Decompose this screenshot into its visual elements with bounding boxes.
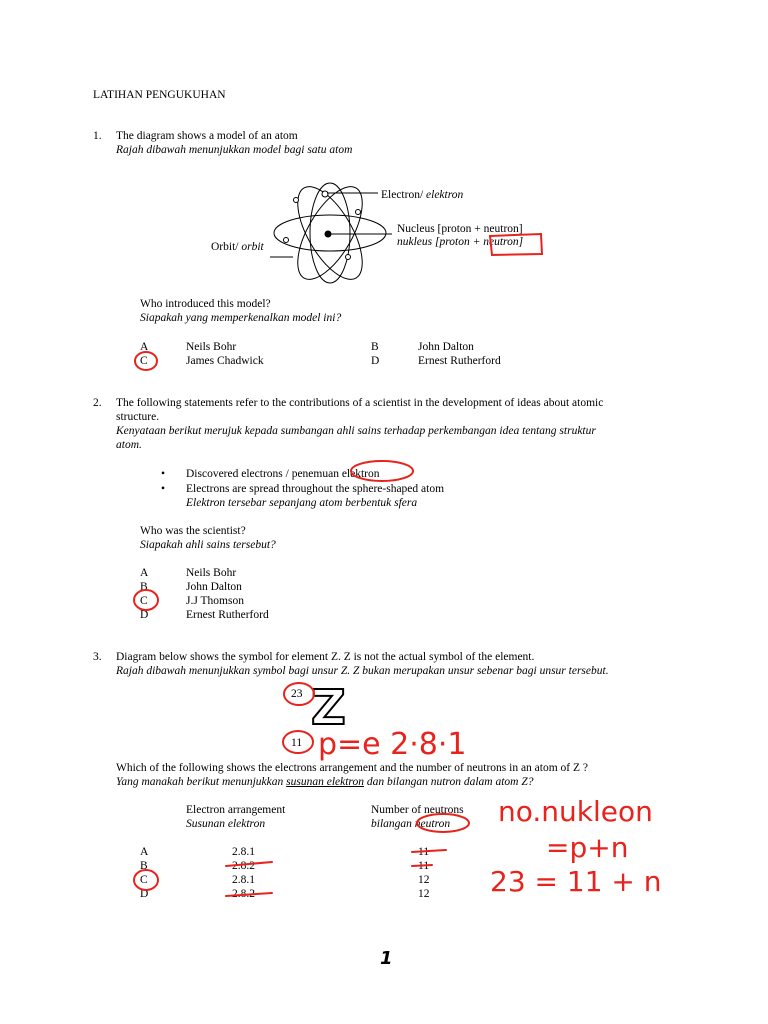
q2-option-b-letter: B: [140, 581, 148, 593]
q2-stem-ms-2: atom.: [116, 439, 142, 451]
red-circle-mark: [417, 814, 469, 832]
q3-row-c-arrangement: 2.8.1: [232, 874, 255, 886]
element-symbol: Z: [311, 680, 346, 736]
q1-option-d-text: Ernest Rutherford: [418, 355, 501, 367]
bullet-icon: •: [161, 483, 166, 495]
q3-row-a-neutrons: 11: [418, 846, 430, 858]
q1-option-a-text: Neils Bohr: [186, 341, 237, 353]
handwriting-pn: =p+n: [546, 831, 629, 864]
q3-row-a-letter: A: [140, 846, 149, 858]
q2-option-a-text: Neils Bohr: [186, 567, 237, 579]
q3-stem-en: Diagram below shows the symbol for element Z. Z is not the actual symbol of the element.: [116, 651, 535, 663]
red-strike-mark: [412, 865, 432, 866]
q1-question-en: Who introduced this model?: [140, 298, 271, 310]
q2-bullet-1: Discovered electrons / penemuan elektron: [186, 468, 380, 480]
red-strike-mark: [226, 893, 272, 896]
q3-row-d-arrangement: 2.8.2: [232, 888, 255, 900]
q1-number: 1.: [93, 130, 102, 142]
q1-option-a-letter: A: [140, 341, 149, 353]
q1-option-d-letter: D: [371, 355, 380, 367]
q1-option-b-letter: B: [371, 341, 379, 353]
q3-row-c-neutrons: 12: [418, 874, 430, 886]
q3-row-d-letter: D: [140, 888, 149, 900]
q3-question-ms: Yang manakah berikut menunjukkan susunan elektron dan bilangan nutron dalam atom Z?: [116, 776, 534, 788]
q2-stem-en-1: The following statements refer to the contributions of a scientist in the development of ideas about atomic: [116, 397, 604, 409]
label-electron: Electron/ elektron: [381, 189, 464, 201]
label-nucleus-ms: nukleus [proton + neutron]: [397, 236, 524, 248]
red-strike-mark: [412, 850, 446, 852]
q3-question-en: Which of the following shows the electrons arrangement and the number of neutrons in an atom of Z ?: [116, 762, 588, 774]
page-number: 1: [380, 948, 393, 969]
red-circle-mark: [134, 590, 158, 610]
q1-stem-en: The diagram shows a model of an atom: [116, 130, 298, 142]
q3-row-b-letter: B: [140, 860, 148, 872]
col-neutrons-ms: bilangan neutron: [371, 818, 451, 830]
q3-row-c-letter: C: [140, 874, 148, 886]
handwriting-pe: p=e 2·8·1: [318, 727, 467, 762]
col-arrangement-en: Electron arrangement: [186, 804, 286, 816]
q3-row-a-arrangement: 2.8.1: [232, 846, 255, 858]
red-strike-mark: [226, 862, 272, 866]
q1-option-b-text: John Dalton: [418, 341, 474, 353]
q3-stem-ms: Rajah dibawah menunjukkan symbol bagi unsur Z. Z bukan merupakan unsur sebenar bagi unsur tersebut.: [116, 665, 609, 677]
q2-question-ms: Siapakah ahli sains tersebut?: [140, 539, 276, 551]
red-circle-mark: [134, 870, 158, 890]
col-arrangement-ms: Susunan elektron: [186, 818, 266, 830]
q2-option-c-text: J.J Thomson: [186, 595, 244, 607]
q3-row-d-neutrons: 12: [418, 888, 430, 900]
q1-stem-ms: Rajah dibawah menunjukkan model bagi satu atom: [116, 144, 353, 156]
label-orbit: Orbit/ orbit: [211, 241, 264, 253]
q3-number: 3.: [93, 651, 102, 663]
red-box-mark: [490, 234, 542, 255]
q1-option-c-letter: C: [140, 355, 148, 367]
page-title: LATIHAN PENGUKUHAN: [93, 89, 226, 101]
handwriting-nukleon: no.nukleon: [498, 795, 653, 828]
q2-bullet-2-en: Electrons are spread throughout the sphere-shaped atom: [186, 483, 445, 495]
q1-question-ms: Siapakah yang memperkenalkan model ini?: [140, 312, 342, 324]
col-neutrons-en: Number of neutrons: [371, 804, 464, 816]
q2-option-a-letter: A: [140, 567, 149, 579]
q3-row-b-arrangement: 2.8.2: [232, 860, 255, 872]
q2-option-d-text: Ernest Rutherford: [186, 609, 269, 621]
red-circle-mark: [135, 352, 157, 370]
q2-option-d-letter: D: [140, 609, 149, 621]
q3-row-b-neutrons: 11: [418, 860, 430, 872]
q2-stem-ms-1: Kenyataan berikut merujuk kepada sumbangan ahli sains terhadap perkembangan idea tentang struktur: [116, 425, 596, 437]
q2-option-b-text: John Dalton: [186, 581, 242, 593]
q1-option-c-text: James Chadwick: [186, 355, 264, 367]
red-circle-mark: [351, 461, 413, 481]
q2-question-en: Who was the scientist?: [140, 525, 246, 537]
red-circle-mark: [284, 683, 314, 705]
q2-stem-en-2: structure.: [116, 411, 160, 423]
bullet-icon: •: [161, 468, 166, 480]
mass-number: 23: [291, 688, 303, 700]
proton-number: 11: [291, 737, 303, 749]
red-circle-mark: [283, 731, 313, 753]
q2-bullet-2-ms: Elektron tersebar sepanjang atom berbentuk sfera: [186, 497, 418, 509]
q2-number: 2.: [93, 397, 102, 409]
handwriting-equation: 23 = 11 + n: [490, 865, 662, 898]
label-nucleus-en: Nucleus [proton + neutron]: [397, 223, 523, 235]
q2-option-c-letter: C: [140, 595, 148, 607]
